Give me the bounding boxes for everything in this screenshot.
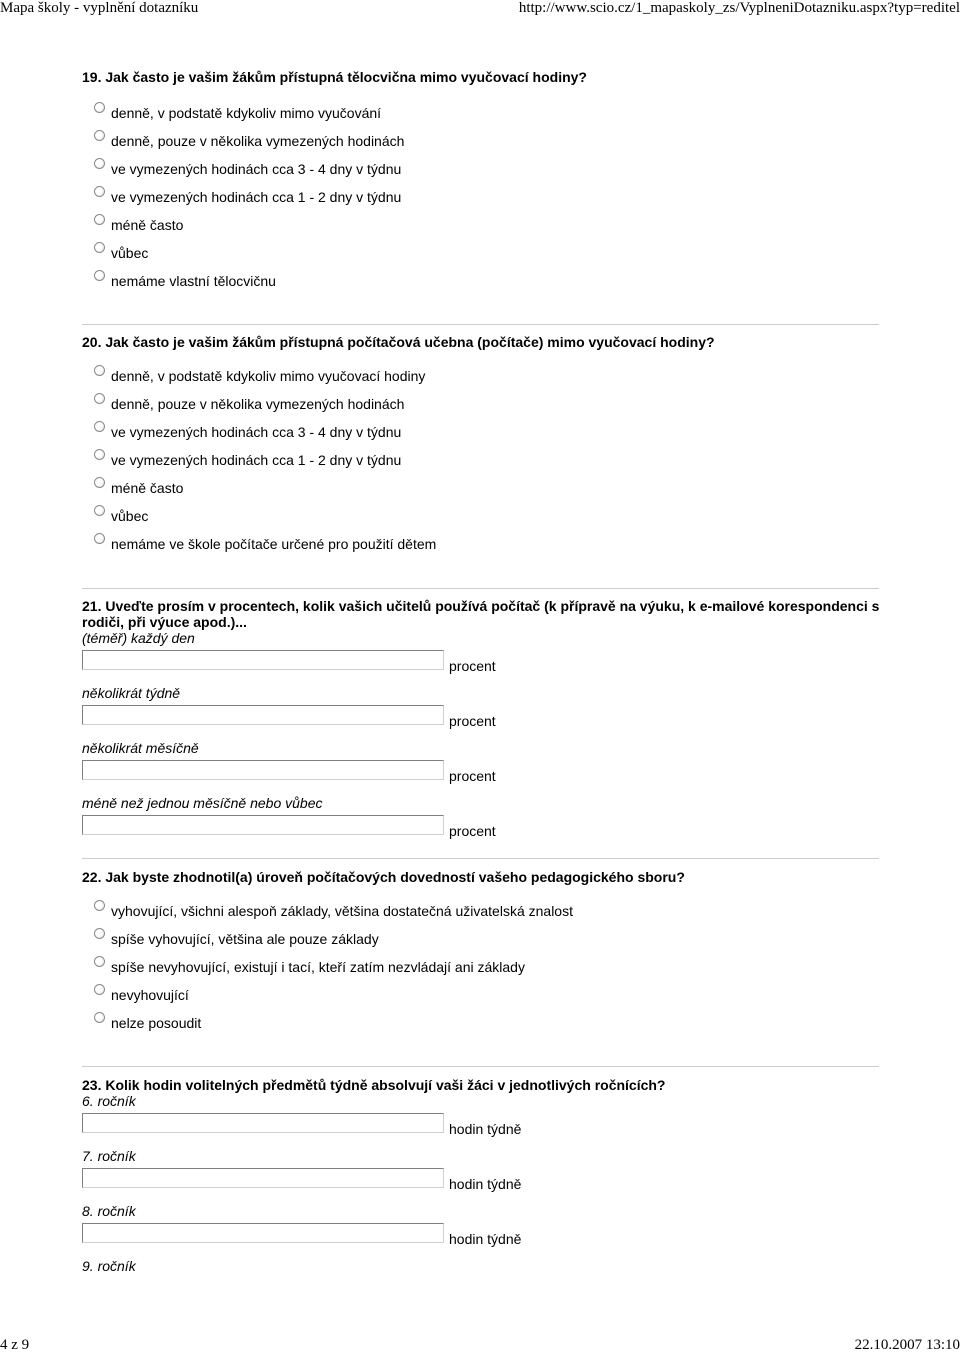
separator bbox=[82, 1066, 879, 1067]
radio-button-icon[interactable] bbox=[94, 533, 105, 544]
hours-input[interactable] bbox=[82, 1113, 444, 1133]
percent-input[interactable] bbox=[82, 705, 444, 725]
radio-option[interactable] bbox=[82, 217, 882, 245]
option-label: spíše vyhovující, většina ale pouze základy bbox=[111, 931, 379, 947]
print-datetime: 22.10.2007 13:10 bbox=[854, 1337, 960, 1353]
option-label: ve vymezených hodinách cca 3 - 4 dny v týdnu bbox=[111, 161, 402, 177]
radio-button-icon[interactable] bbox=[94, 1012, 105, 1023]
radio-button-icon[interactable] bbox=[94, 365, 105, 376]
header-title: Mapa školy - vyplnění dotazníku bbox=[0, 0, 199, 16]
separator bbox=[82, 858, 879, 859]
radio-button-icon[interactable] bbox=[94, 214, 105, 225]
option-label: ve vymezených hodinách cca 1 - 2 dny v týdnu bbox=[111, 189, 402, 205]
option-label: denně, v podstatě kdykoliv mimo vyučovací hodiny bbox=[111, 368, 426, 384]
unit-label: hodin týdně bbox=[449, 1231, 522, 1247]
radio-option[interactable] bbox=[82, 508, 882, 536]
radio-button-icon[interactable] bbox=[94, 900, 105, 911]
radio-button-icon[interactable] bbox=[94, 928, 105, 939]
option-label: nelze posoudit bbox=[111, 1015, 202, 1031]
radio-option[interactable] bbox=[82, 396, 882, 424]
question-20 bbox=[82, 334, 882, 564]
option-label: nemáme vlastní tělocvičnu bbox=[111, 273, 276, 289]
question-22 bbox=[82, 869, 882, 1043]
radio-button-icon[interactable] bbox=[94, 270, 105, 281]
radio-button-icon[interactable] bbox=[94, 130, 105, 141]
field-label: 6. ročník bbox=[82, 1093, 136, 1109]
radio-button-icon[interactable] bbox=[94, 158, 105, 169]
option-label: denně, pouze v několika vymezených hodinách bbox=[111, 396, 405, 412]
option-label: denně, v podstatě kdykoliv mimo vyučování bbox=[111, 105, 382, 121]
radio-button-icon[interactable] bbox=[94, 421, 105, 432]
input-row bbox=[82, 1164, 882, 1203]
radio-option[interactable] bbox=[82, 536, 882, 564]
radio-option[interactable] bbox=[82, 1015, 882, 1043]
question-title: 22. Jak byste zhodnotil(a) úroveň počítačových dovedností vašeho pedagogického sboru? bbox=[82, 869, 685, 885]
question-title: 23. Kolik hodin volitelných předmětů týdně absolvují vaši žáci v jednotlivých ročnících? bbox=[82, 1077, 666, 1093]
input-row bbox=[82, 811, 882, 850]
radio-button-icon[interactable] bbox=[94, 186, 105, 197]
unit-label: procent bbox=[449, 658, 496, 674]
radio-button-icon[interactable] bbox=[94, 505, 105, 516]
radio-option[interactable] bbox=[82, 245, 882, 273]
radio-button-icon[interactable] bbox=[94, 393, 105, 404]
input-row bbox=[82, 1109, 882, 1148]
radio-option[interactable] bbox=[82, 987, 882, 1015]
field-label: několikrát měsíčně bbox=[82, 740, 199, 756]
percent-input[interactable] bbox=[82, 650, 444, 670]
radio-button-icon[interactable] bbox=[94, 102, 105, 113]
page-header bbox=[0, 0, 960, 18]
radio-option[interactable] bbox=[82, 424, 882, 452]
field-label: (téměř) každý den bbox=[82, 630, 195, 646]
question-title: 21. Uveďte prosím v procentech, kolik vašich učitelů používá počítač (k přípravě na výuku, k e-mailové korespondenci s rodiči, při výuce apod.)... bbox=[82, 598, 880, 630]
unit-label: procent bbox=[449, 823, 496, 839]
field-label: 8. ročník bbox=[82, 1203, 136, 1219]
unit-label: hodin týdně bbox=[449, 1176, 522, 1192]
question-title: 20. Jak často je vašim žákům přístupná počítačová učebna (počítače) mimo vyučovací hodiny? bbox=[82, 334, 715, 350]
radio-option[interactable] bbox=[82, 931, 882, 959]
percent-input[interactable] bbox=[82, 760, 444, 780]
hours-input[interactable] bbox=[82, 1168, 444, 1188]
radio-option[interactable] bbox=[82, 959, 882, 987]
question-title: 19. Jak často je vašim žákům přístupná tělocvična mimo vyučovací hodiny? bbox=[82, 69, 587, 85]
field-label: několikrát týdně bbox=[82, 685, 181, 701]
radio-option[interactable] bbox=[82, 368, 882, 396]
question-19 bbox=[82, 69, 882, 301]
option-label: vyhovující, všichni alespoň základy, většina dostatečná uživatelská znalost bbox=[111, 903, 573, 919]
option-label: spíše nevyhovující, existují i tací, kteří zatím nezvládají ani základy bbox=[111, 959, 525, 975]
option-label: ve vymezených hodinách cca 1 - 2 dny v týdnu bbox=[111, 452, 402, 468]
radio-button-icon[interactable] bbox=[94, 477, 105, 488]
input-row bbox=[82, 1219, 882, 1258]
unit-label: procent bbox=[449, 713, 496, 729]
option-label: méně často bbox=[111, 217, 184, 233]
input-row bbox=[82, 756, 882, 795]
radio-option[interactable] bbox=[82, 105, 882, 133]
hours-input[interactable] bbox=[82, 1223, 444, 1243]
unit-label: procent bbox=[449, 768, 496, 784]
radio-button-icon[interactable] bbox=[94, 449, 105, 460]
page-footer bbox=[0, 1337, 960, 1354]
radio-option[interactable] bbox=[82, 452, 882, 480]
page-number: 4 z 9 bbox=[0, 1337, 30, 1353]
option-label: nemáme ve škole počítače určené pro použití dětem bbox=[111, 536, 437, 552]
radio-option[interactable] bbox=[82, 161, 882, 189]
option-label: denně, pouze v několika vymezených hodinách bbox=[111, 133, 405, 149]
field-label: 7. ročník bbox=[82, 1148, 136, 1164]
radio-option[interactable] bbox=[82, 273, 882, 301]
separator bbox=[82, 324, 879, 325]
input-row bbox=[82, 701, 882, 740]
radio-button-icon[interactable] bbox=[94, 242, 105, 253]
question-23 bbox=[82, 1077, 882, 1274]
field-label: 9. ročník bbox=[82, 1258, 136, 1274]
option-label: vůbec bbox=[111, 508, 149, 524]
option-label: vůbec bbox=[111, 245, 149, 261]
header-url: http://www.scio.cz/1_mapaskoly_zs/VyplneniDotazniku.aspx?typ=reditel bbox=[518, 0, 960, 16]
option-label: méně často bbox=[111, 480, 184, 496]
radio-option[interactable] bbox=[82, 480, 882, 508]
question-21 bbox=[82, 598, 882, 850]
radio-option[interactable] bbox=[82, 189, 882, 217]
option-label: ve vymezených hodinách cca 3 - 4 dny v týdnu bbox=[111, 424, 402, 440]
field-label: méně než jednou měsíčně nebo vůbec bbox=[82, 795, 323, 811]
radio-option[interactable] bbox=[82, 903, 882, 931]
unit-label: hodin týdně bbox=[449, 1121, 522, 1137]
radio-button-icon[interactable] bbox=[94, 956, 105, 967]
radio-option[interactable] bbox=[82, 133, 882, 161]
option-label: nevyhovující bbox=[111, 987, 189, 1003]
input-row bbox=[82, 646, 882, 685]
percent-input[interactable] bbox=[82, 815, 444, 835]
radio-button-icon[interactable] bbox=[94, 984, 105, 995]
separator bbox=[82, 588, 879, 589]
